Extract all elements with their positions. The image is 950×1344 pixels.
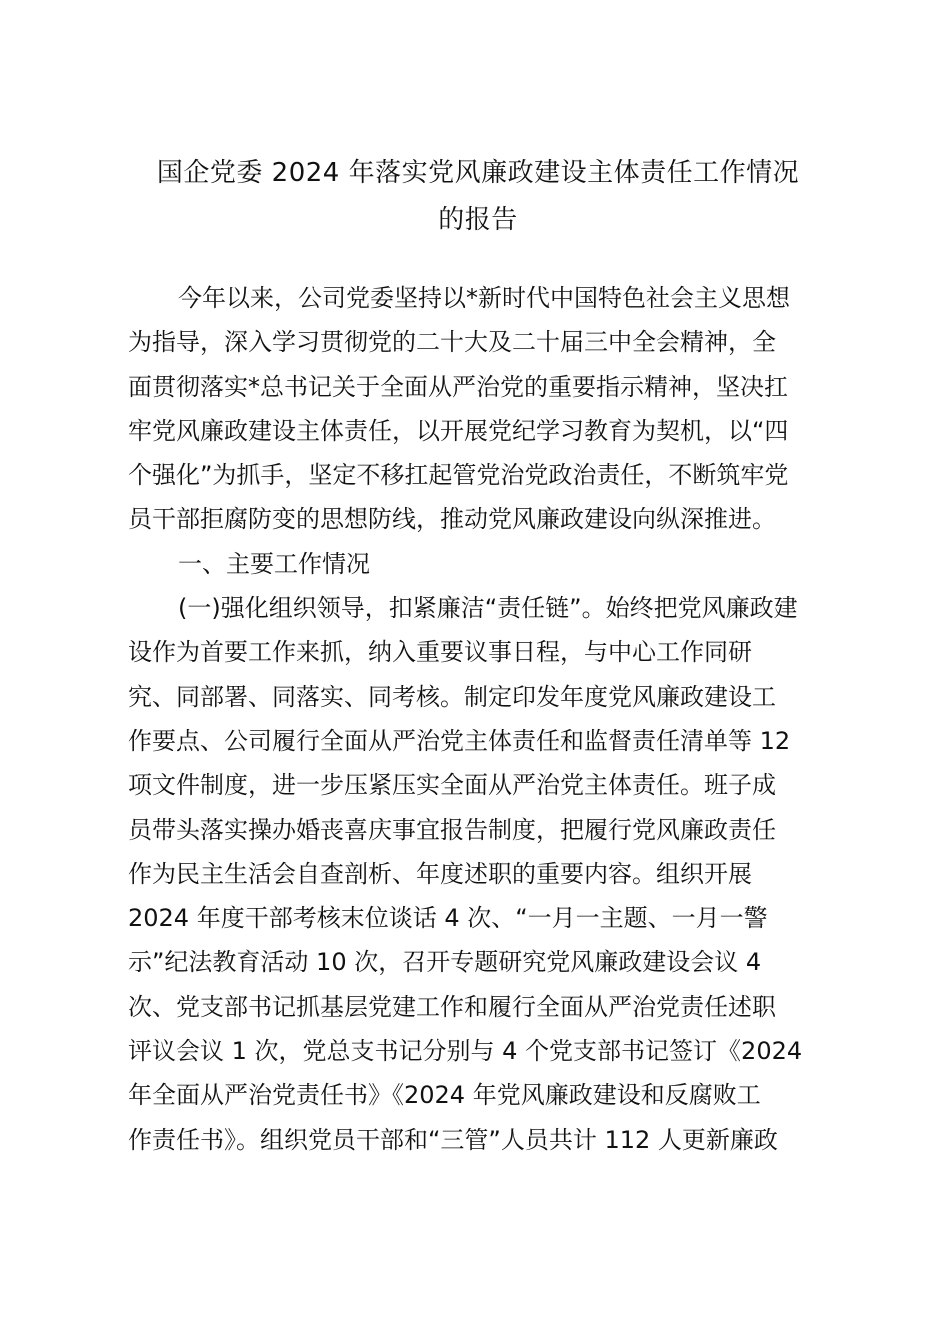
body-line: 员带头落实操办婚丧喜庆事宜报告制度，把履行党风廉政责任 xyxy=(128,815,776,844)
body-line: 员干部拒腐防变的思想防线，推动党风廉政建设向纵深推进。 xyxy=(128,505,776,534)
body-line: 2024 年度干部考核末位谈话 4 次、“一月一主题、一月一警 xyxy=(128,904,768,933)
body-line: 作责任书》。组织党员干部和“三管”人员共计 112 人更新廉政 xyxy=(128,1125,778,1154)
body-line: (一)强化组织领导，扣紧廉洁“责任链”。始终把党风廉政建 xyxy=(178,594,798,623)
body-line: 项文件制度，进一步压紧压实全面从严治党主体责任。班子成 xyxy=(128,771,776,800)
title-line-1: 国企党委 2024 年落实党风廉政建设主体责任工作情况 xyxy=(156,158,800,188)
body-line: 作为民主生活会自查剖析、年度述职的重要内容。组织开展 xyxy=(128,859,752,888)
body-line: 一、主要工作情况 xyxy=(178,549,370,578)
body-line: 为指导，深入学习贯彻党的二十大及二十届三中全会精神，全 xyxy=(128,328,776,357)
title-line-2: 的报告 xyxy=(438,205,518,235)
document-body xyxy=(128,276,828,1162)
body-line: 设作为首要工作来抓，纳入重要议事日程，与中心工作同研 xyxy=(128,638,752,667)
body-line: 次、党支部书记抓基层党建工作和履行全面从严治党责任述职 xyxy=(128,992,776,1021)
body-line: 年全面从严治党责任书》《2024 年党风廉政建设和反腐败工 xyxy=(128,1081,761,1110)
body-line: 牢党风廉政建设主体责任，以开展党纪学习教育为契机，以“四 xyxy=(128,416,789,445)
body-line: 今年以来，公司党委坚持以*新时代中国特色社会主义思想 xyxy=(178,284,790,312)
body-line: 面贯彻落实*总书记关于全面从严治党的重要指示精神，坚决扛 xyxy=(128,372,788,401)
body-line: 作要点、公司履行全面从严治党主体责任和监督责任清单等 12 xyxy=(128,726,791,755)
body-line: 示”纪法教育活动 10 次，召开专题研究党风廉政建设会议 4 xyxy=(128,948,762,977)
body-line: 究、同部署、同落实、同考核。制定印发年度党风廉政建设工 xyxy=(128,682,776,711)
body-line: 个强化”为抓手，坚定不移扛起管党治党政治责任，不断筑牢党 xyxy=(128,461,789,490)
body-line: 评议会议 1 次，党总支书记分别与 4 个党支部书记签订《2024 xyxy=(128,1037,803,1066)
document-title xyxy=(128,150,828,244)
